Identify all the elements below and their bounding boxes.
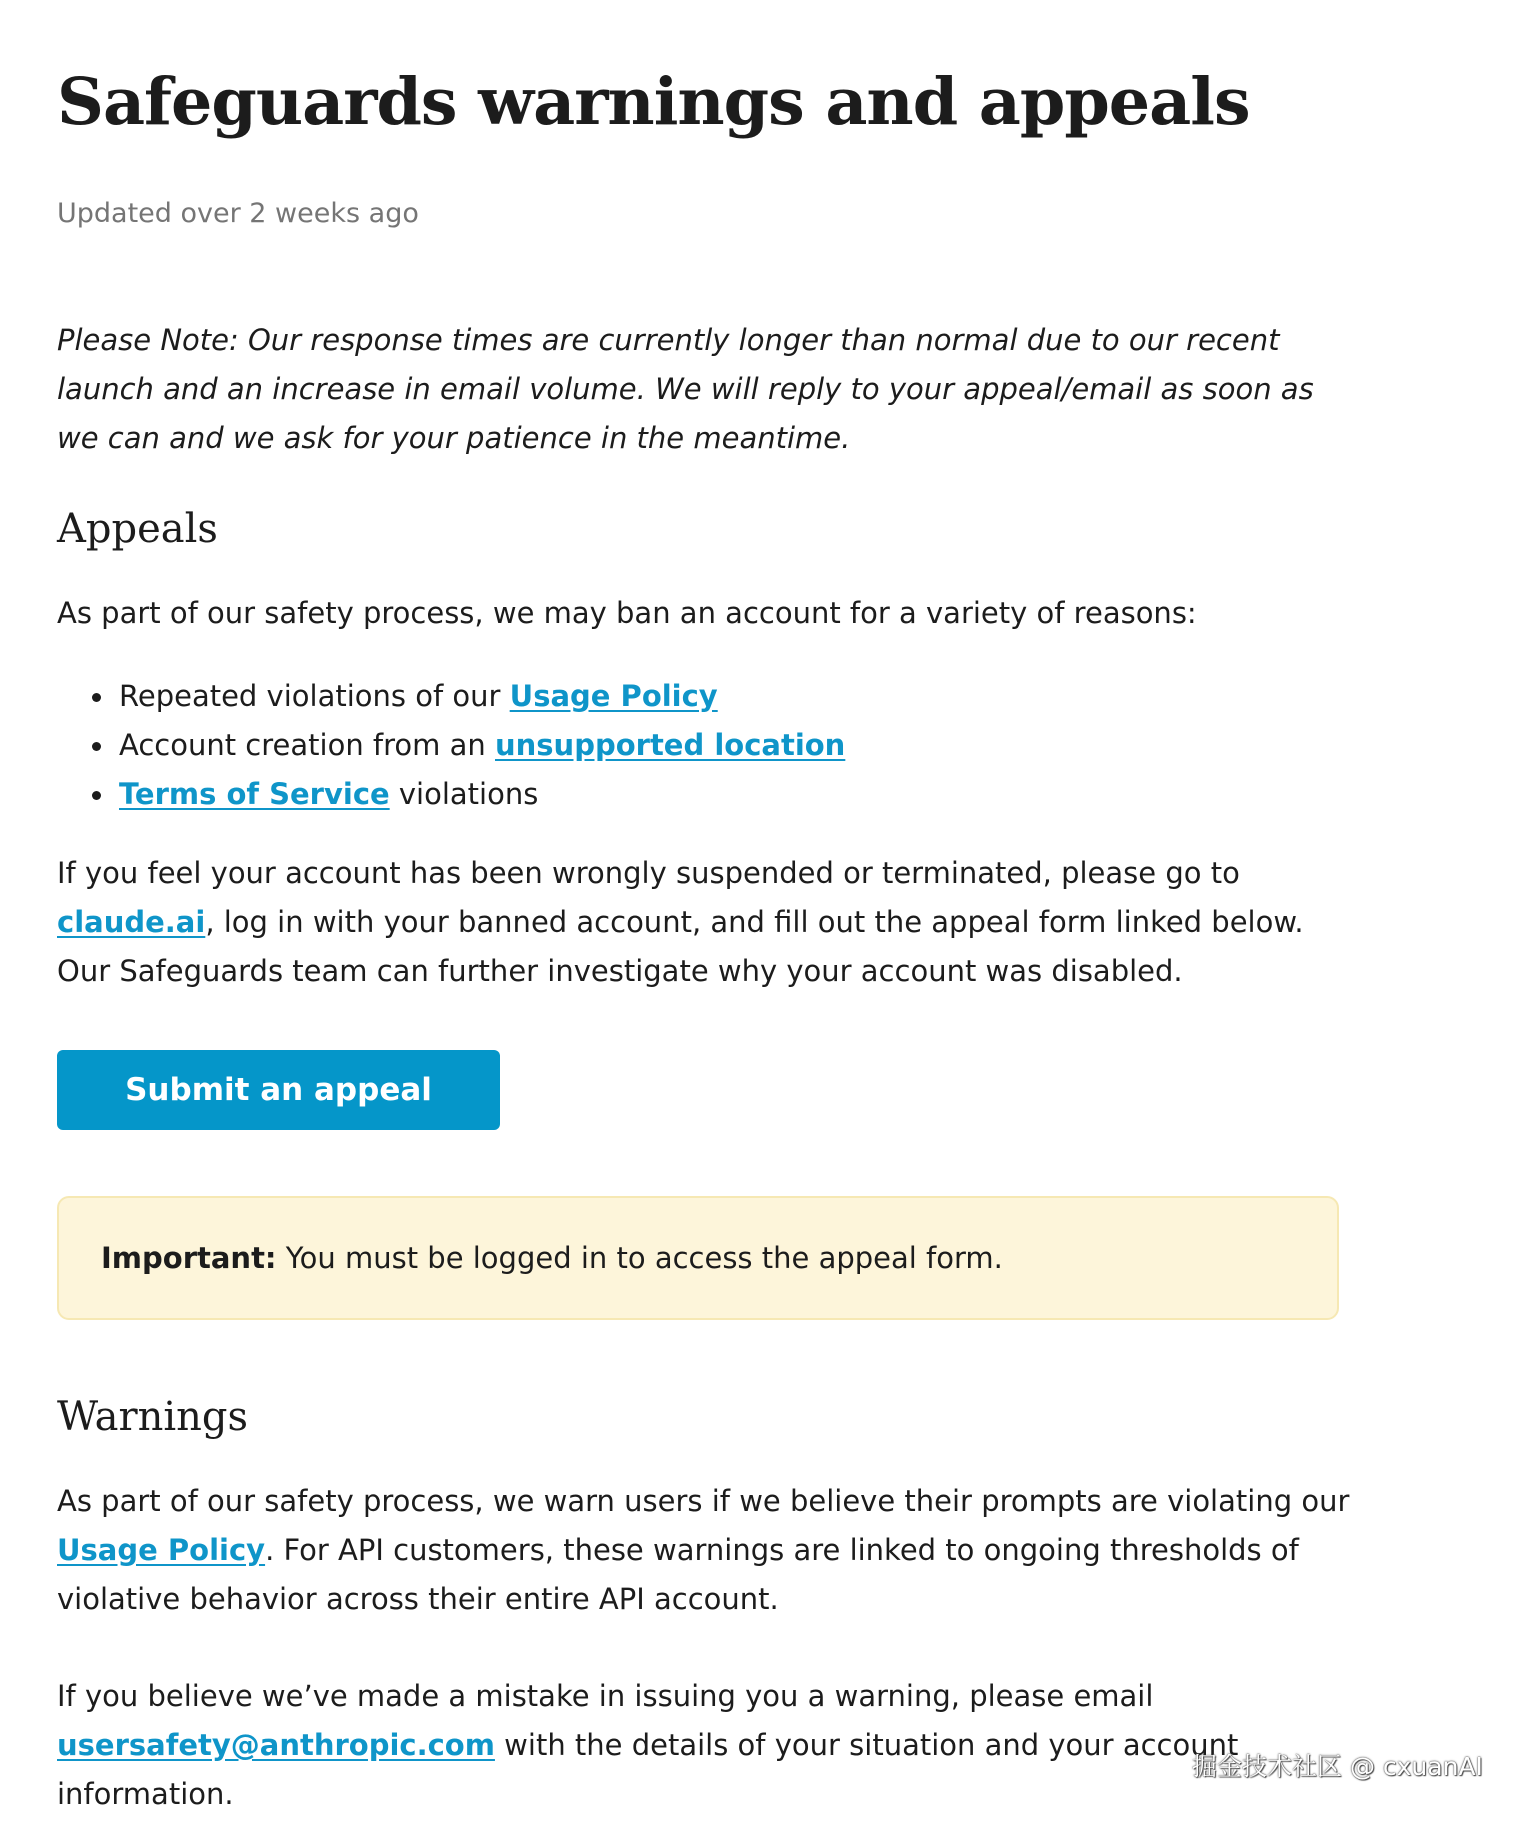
usage-policy-link[interactable]: Usage Policy — [509, 679, 718, 713]
watermark: 掘金技术社区 @ cxuanAI — [1192, 1752, 1483, 1781]
ban-reasons-list — [57, 672, 845, 819]
list-item — [57, 770, 845, 819]
callout-message: You must be logged in to access the appeal form. — [276, 1241, 1003, 1275]
unsupported-location-link[interactable]: unsupported location — [495, 728, 846, 762]
warnings-text: As part of our safety process, we warn users if we believe their prompts are violating our — [57, 1484, 1350, 1518]
updated-timestamp: Updated over 2 weeks ago — [57, 198, 419, 229]
submit-appeal-button[interactable]: Submit an appeal — [57, 1050, 500, 1130]
appeal-instructions-text-after: , log in with your banned account, and fill out the appeal form linked below. Our Safeguards team can further investigate why your account was disabled. — [57, 905, 1304, 988]
claude-ai-link[interactable]: claude.ai — [57, 905, 206, 939]
reason-text-after: violations — [389, 777, 539, 811]
warnings-text-after: . For API customers, these warnings are linked to ongoing thresholds of violative behavior across their entire API account. — [57, 1533, 1299, 1616]
appeal-instructions-text: If you feel your account has been wrongly suspended or terminated, please go to — [57, 856, 1240, 890]
mistake-text: If you believe we’ve made a mistake in issuing you a warning, please email — [57, 1679, 1154, 1713]
usersafety-email-link[interactable]: usersafety@anthropic.com — [57, 1728, 495, 1762]
callout-text — [101, 1234, 1003, 1282]
important-callout — [57, 1196, 1339, 1320]
list-item — [57, 721, 845, 770]
reason-text: Repeated violations of our — [119, 679, 510, 713]
warnings-paragraph — [57, 1477, 1357, 1624]
usage-policy-link[interactable]: Usage Policy — [57, 1533, 266, 1567]
list-item — [57, 672, 845, 721]
appeals-intro: As part of our safety process, we may ban an account for a variety of reasons: — [57, 596, 1197, 630]
callout-label: Important: — [101, 1241, 277, 1275]
reason-text: Account creation from an — [119, 728, 495, 762]
page-title: Safeguards warnings and appeals — [57, 64, 1250, 140]
appeal-instructions — [57, 849, 1332, 996]
mistake-text-after: with the details of your situation and your account information. — [57, 1728, 1239, 1811]
response-time-note: Please Note: Our response times are currently longer than normal due to our recent launch and an increase in email volume. We will reply to your appeal/email as soon as we can and we ask for your patience in the meantime. — [57, 323, 1314, 455]
appeals-heading: Appeals — [57, 506, 218, 552]
warnings-heading: Warnings — [57, 1394, 249, 1440]
terms-of-service-link[interactable]: Terms of Service — [119, 777, 390, 811]
warning-mistake-paragraph — [57, 1672, 1317, 1819]
